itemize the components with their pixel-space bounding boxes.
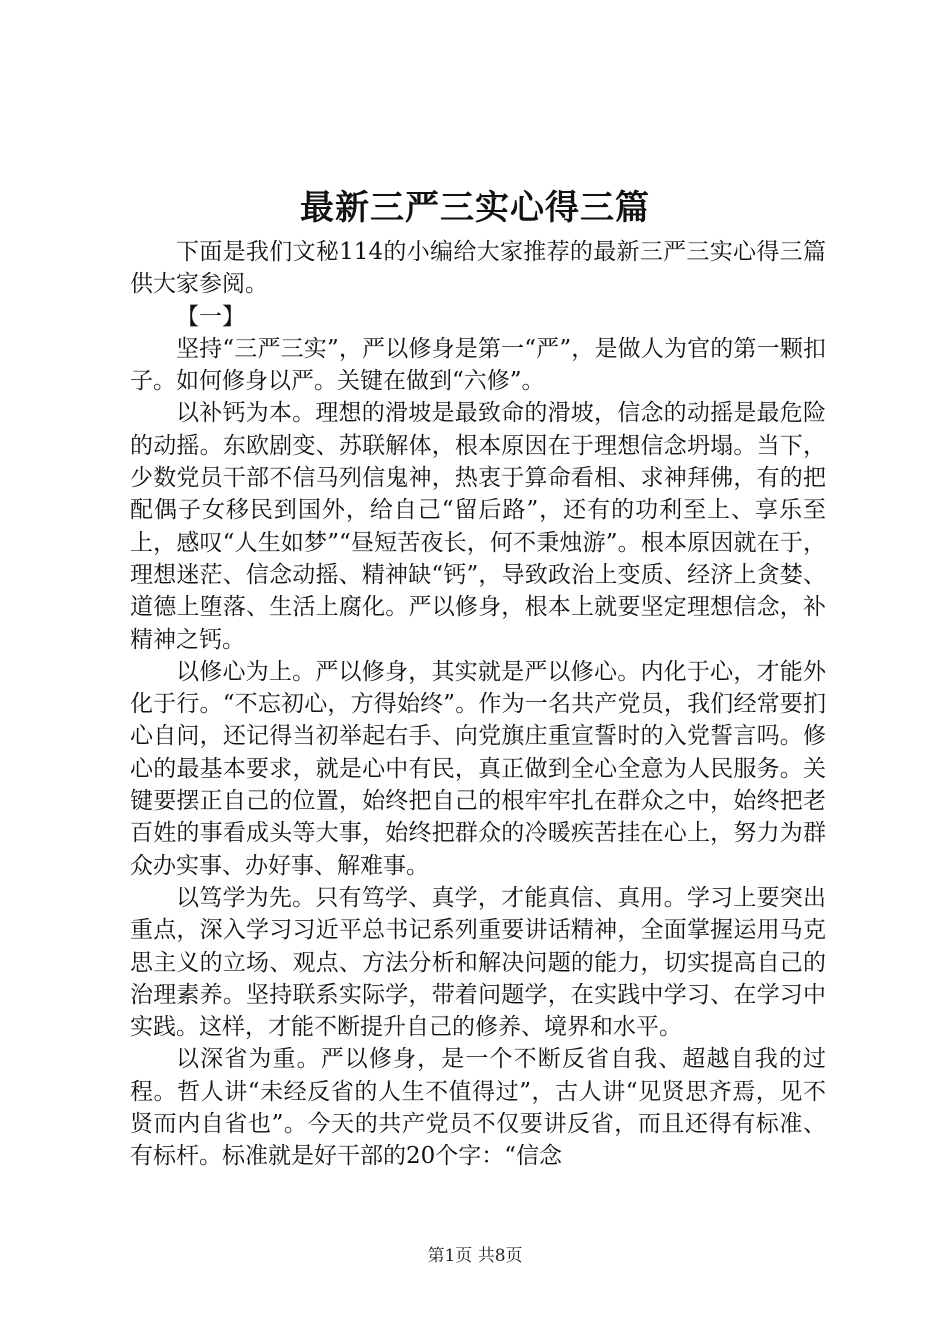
document-body — [130, 236, 826, 1173]
section-marker-one: 【一】 — [176, 303, 245, 330]
body-paragraph: 以笃学为先。只有笃学、真学，才能真信、真用。学习上要突出重点，深入学习习近平总书记系列重要讲话精神，全面掌握运用马克思主义的立场、观点、方法分析和解决问题的能力，切实提高自己的治理素养。坚持联系实际学，带着问题学，在实践中学习、在学习中实践。这样，才能不断提升自己的修养、境界和水平。 — [130, 884, 826, 1041]
document-title: 最新三严三实心得三篇 — [300, 188, 650, 228]
body-paragraph: 以深省为重。严以修身，是一个不断反省自我、超越自我的过程。哲人讲“未经反省的人生不值得过”，古人讲“见贤思齐焉，见不贤而内自省也”。今天的共产党员不仅要讲反省，而且还得有标准、有标杆。标准就是好干部的20个字：“信念 — [130, 1046, 826, 1170]
body-paragraph: 坚持“三严三实”，严以修身是第一“严”，是做人为官的第一颗扣子。如何修身以严。关键在做到“六修”。 — [130, 335, 826, 395]
body-paragraph: 以修心为上。严以修身，其实就是严以修心。内化于心，才能外化于行。“不忘初心，方得始终”。作为一名共产党员，我们经常要扪心自问，还记得当初举起右手、向党旗庄重宣誓时的入党誓言吗。修心的最基本要求，就是心中有民，真正做到全心全意为人民服务。关键要摆正自己的位置，始终把自己的根牢牢扎在群众之中，始终把老百姓的事看成头等大事，始终把群众的冷暖疾苦挂在心上，努力为群众办实事、办好事、解难事。 — [130, 658, 826, 879]
page-number-footer: 第1页 共8页 — [427, 1246, 523, 1266]
intro-paragraph: 下面是我们文秘114的小编给大家推荐的最新三严三实心得三篇供大家参阅。 — [130, 239, 826, 298]
body-paragraph: 以补钙为本。理想的滑坡是最致命的滑坡，信念的动摇是最危险的动摇。东欧剧变、苏联解体，根本原因在于理想信念坍塌。当下，少数党员干部不信马列信鬼神，热衷于算命看相、求神拜佛，有的把配偶子女移民到国外，给自己“留后路”，还有的功利至上、享乐至上，感叹“人生如梦”“昼短苦夜长，何不秉烛游”。根本原因就在于，理想迷茫、信念动摇、精神缺“钙”，导致政治上变质、经济上贪婪、道德上堕落、生活上腐化。严以修身，根本上就要坚定理想信念，补精神之钙。 — [130, 400, 826, 653]
